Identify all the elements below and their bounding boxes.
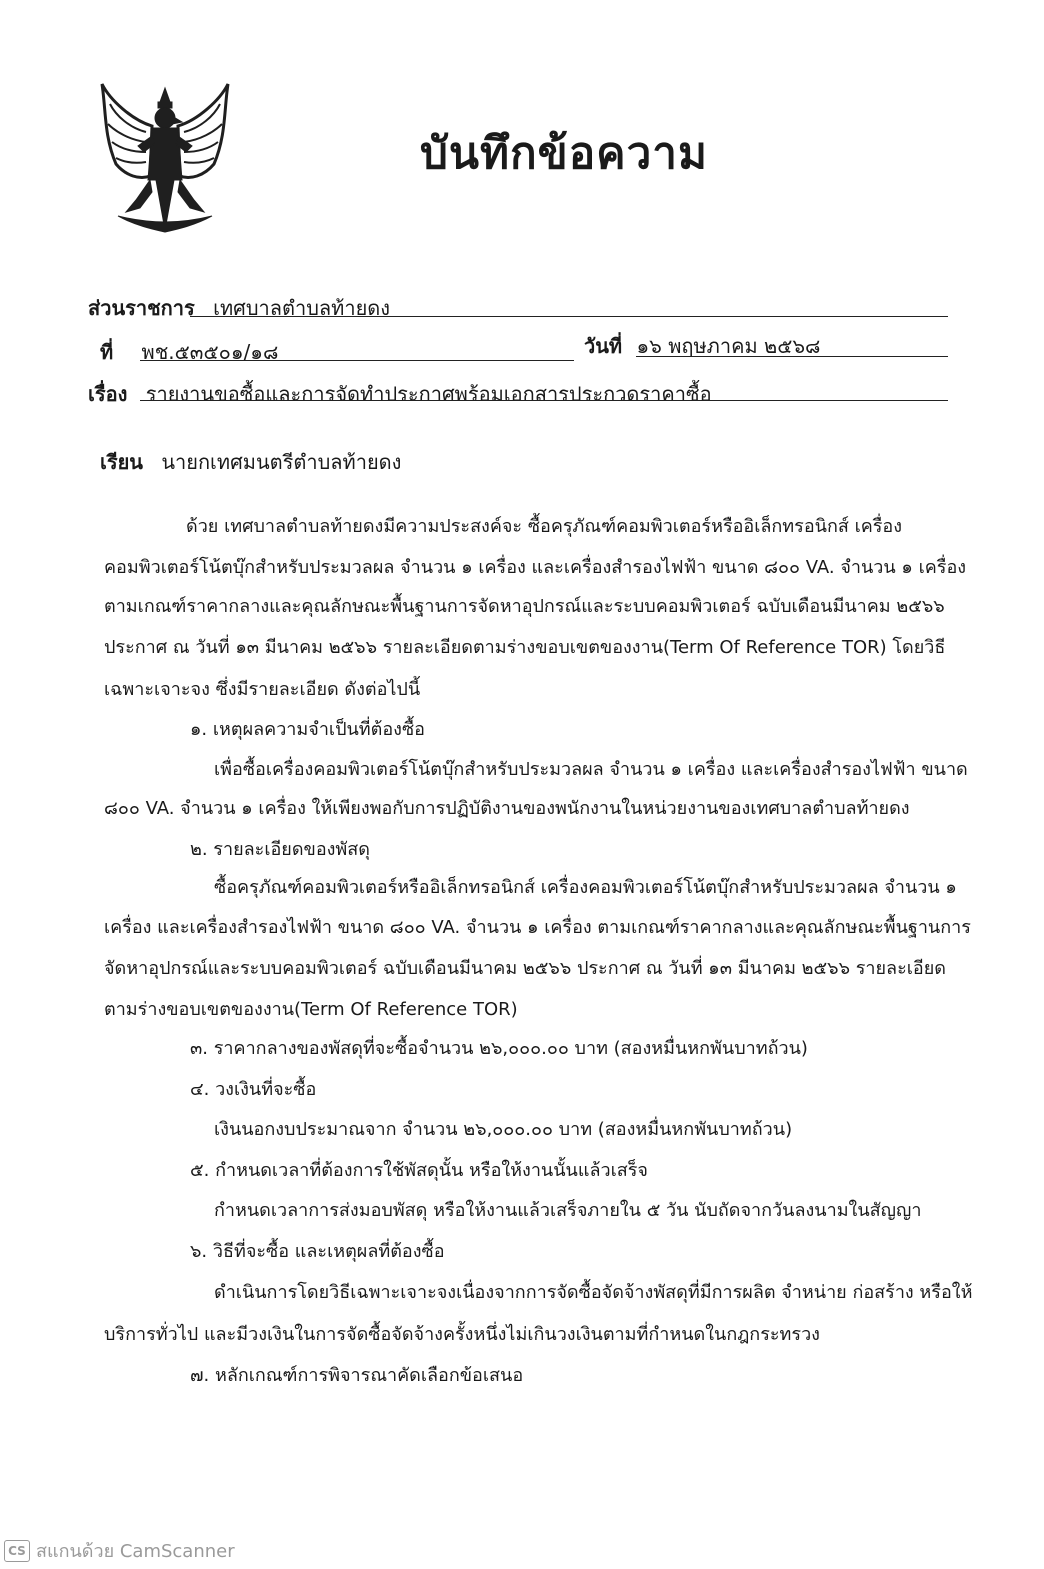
body-line: ซื้อครุภัณฑ์คอมพิวเตอร์หรืออิเล็กทรอนิกส์ เครื่องคอมพิวเตอร์โน้ตบุ๊กสำหรับประมวลผล จำนวน ๑: [214, 877, 957, 898]
memo-title: บันทึกข้อความ: [420, 128, 709, 179]
camscanner-logo-icon: CS: [4, 1540, 30, 1562]
agency-label: ส่วนราชการ: [88, 296, 195, 320]
section-heading: ๑. เหตุผลความจำเป็นที่ต้องซื้อ: [190, 719, 425, 740]
body-line: เงินนอกงบประมาณจาก จำนวน ๒๖,๐๐๐.๐๐ บาท (สองหมื่นหกพันบาทถ้วน): [214, 1119, 793, 1140]
body-line: เครื่อง และเครื่องสำรองไฟฟ้า ขนาด ๘๐๐ VA. จำนวน ๑ เครื่อง ตามเกณฑ์ราคากลางและคุณลักษณะพื้นฐานการ: [104, 917, 971, 938]
body-line: เฉพาะเจาะจง ซึ่งมีรายละเอียด ดังต่อไปนี้: [104, 679, 421, 700]
section-heading: ๔. วงเงินที่จะซื้อ: [190, 1079, 317, 1100]
camscanner-watermark: [4, 1536, 235, 1565]
body-line: กำหนดเวลาการส่งมอบพัสดุ หรือให้งานแล้วเสร็จภายใน ๕ วัน นับถัดจากวันลงนามในสัญญา: [214, 1200, 922, 1221]
agency-value: เทศบาลตำบลท้ายดง: [213, 296, 391, 320]
body-line: ประกาศ ณ วันที่ ๑๓ มีนาคม ๒๕๖๖ รายละเอียดตามร่างขอบเขตของงาน(Term Of Reference TOR) โดยวิธี: [104, 637, 946, 658]
subject-line: [88, 378, 712, 410]
subject-underline: [140, 400, 948, 401]
salutation-line: [100, 446, 401, 478]
subject-label: เรื่อง: [88, 382, 128, 406]
section-heading: ๖. วิธีที่จะซื้อ และเหตุผลที่ต้องซื้อ: [190, 1241, 445, 1262]
agency-line: [88, 292, 390, 324]
body-line: ตามเกณฑ์ราคากลางและคุณลักษณะพื้นฐานการจัดหาอุปกรณ์และระบบคอมพิวเตอร์ ฉบับเดือนมีนาคม ๒๕๖๖: [104, 596, 945, 617]
ref-underline: [140, 360, 574, 361]
body-line: บริการทั่วไป และมีวงเงินในการจัดซื้อจัดจ้างครั้งหนึ่งไม่เกินวงเงินตามที่กำหนดในกฎกระทรวง: [104, 1324, 820, 1345]
body-line: เพื่อซื้อเครื่องคอมพิวเตอร์โน้ตบุ๊กสำหรับประมวลผล จำนวน ๑ เครื่อง และเครื่องสำรองไฟฟ้า ขนาด: [214, 759, 968, 780]
ref-line: [100, 336, 278, 368]
section-heading: ๒. รายละเอียดของพัสดุ: [190, 839, 370, 860]
date-underline: [636, 356, 948, 357]
garuda-emblem-icon: [96, 80, 234, 238]
camscanner-text: สแกนด้วย CamScanner: [36, 1541, 235, 1562]
body-line: คอมพิวเตอร์โน้ตบุ๊กสำหรับประมวลผล จำนวน ๑ เครื่อง และเครื่องสำรองไฟฟ้า ขนาด ๘๐๐ VA. จำนวน ๑ เครื่อง: [104, 557, 967, 578]
salutation-value: นายกเทศมนตรีตำบลท้ายดง: [161, 450, 402, 474]
body-line: ด้วย เทศบาลตำบลท้ายดงมีความประสงค์จะ ซื้อครุภัณฑ์คอมพิวเตอร์หรืออิเล็กทรอนิกส์ เครื่อง: [186, 516, 903, 537]
salutation-label: เรียน: [100, 450, 143, 474]
ref-label: ที่: [100, 340, 114, 364]
section-heading: ๗. หลักเกณฑ์การพิจารณาคัดเลือกข้อเสนอ: [190, 1365, 524, 1386]
date-value: ๑๖ พฤษภาคม ๒๕๖๘: [636, 334, 821, 358]
subject-value: รายงานขอซื้อและการจัดทำประกาศพร้อมเอกสารประกวดราคาซื้อ: [145, 382, 712, 406]
body-line: จัดหาอุปกรณ์และระบบคอมพิวเตอร์ ฉบับเดือนมีนาคม ๒๕๖๖ ประกาศ ณ วันที่ ๑๓ มีนาคม ๒๕๖๖ รายละเอียด: [104, 958, 946, 979]
body-line: ๘๐๐ VA. จำนวน ๑ เครื่อง ให้เพียงพอกับการปฏิบัติงานของพนักงานในหน่วยงานของเทศบาลตำบลท้ายดง: [104, 798, 910, 819]
agency-underline: [190, 316, 948, 317]
body-line: ตามร่างขอบเขตของงาน(Term Of Reference TOR): [104, 999, 518, 1020]
date-label: วันที่: [584, 334, 623, 358]
body-line: ดำเนินการโดยวิธีเฉพาะเจาะจงเนื่องจากการจัดซื้อจัดจ้างพัสดุที่มีการผลิต จำหน่าย ก่อสร้าง หรือให้: [214, 1282, 973, 1303]
date-line: [584, 330, 820, 362]
ref-value: พช.๕๓๕๐๑/๑๘: [141, 340, 279, 364]
section-heading: ๓. ราคากลางของพัสดุที่จะซื้อจำนวน ๒๖,๐๐๐.๐๐ บาท (สองหมื่นหกพันบาทถ้วน): [190, 1038, 808, 1059]
section-heading: ๕. กำหนดเวลาที่ต้องการใช้พัสดุนั้น หรือให้งานนั้นแล้วเสร็จ: [190, 1160, 648, 1181]
